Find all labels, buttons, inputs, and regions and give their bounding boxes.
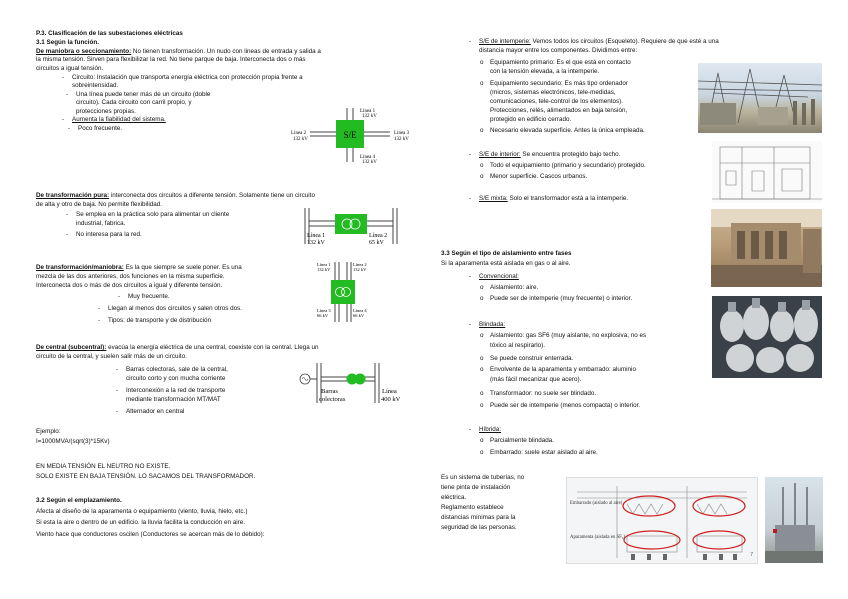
svg-text:Línea 4: Línea 4 [360, 155, 376, 160]
photo-mixta [711, 209, 822, 287]
bullet-linea-cont2: protecciones propias. [76, 108, 136, 115]
emplazamiento-2: Si esta la aire o dentro de un edificio. la lluvia facilita la conducción en aire. [36, 519, 245, 526]
interior-o2: o Menor superficie. Cascos urbanos. [490, 173, 587, 182]
transman-text-2: mezcla de las dos anteriores, dos funciones en la misma superficie. [36, 273, 225, 280]
tuberias-3: eléctrica. [441, 494, 467, 501]
svg-text:132 kV: 132 kV [317, 267, 331, 272]
bullet-muy-frecuente: - Muy frecuente. [128, 293, 170, 302]
central-text-2: circuito de la central, y suelen salir más de un circuito. [36, 353, 187, 360]
intemperie-secundario-d: Protecciones, relés, alimentados en baja tensión, [490, 107, 628, 114]
bullet-fiabilidad: - Aumenta la fiabilidad del sistema. [72, 116, 166, 125]
neutro-line-2: SOLO EXISTE EN BAJA TENSIÓN. LO SACAMOS DEL TRANSFORMADOR. [36, 473, 256, 480]
blindada-o1-cont: tóxico al respirarlo). [490, 342, 545, 349]
bullet-linea-cont: circuito). Cada circuito con carril propio, y [76, 99, 192, 106]
diagram-transformacion-maniobra [317, 260, 365, 324]
bullet-alternador: - Alternador en central [126, 408, 184, 417]
section-title: P.3. Clasificación de las subestaciones eléctricas [36, 30, 183, 37]
svg-text:Línea 1: Línea 1 [307, 233, 326, 239]
emplazamiento-1: Afecta al diseño de la aparamenta o equipamiento (viento, lluvia, hielo, etc.) [36, 508, 248, 515]
svg-text:Línea 3: Línea 3 [394, 131, 410, 136]
hibrida-o1: o Parcialmente blindada. [490, 437, 554, 446]
ejemplo-formula: I=1000MVA/(sqrt(3)*15Kv) [36, 438, 110, 445]
blindada-o2: o Se puede construir enterrada. [490, 355, 573, 364]
convencional-o1: o Aislamiento: aire. [490, 284, 538, 293]
se-label: S/E [343, 130, 357, 140]
svg-text:Línea 2: Línea 2 [353, 262, 367, 267]
svg-text:65 kV: 65 kV [369, 240, 384, 246]
bullet-cliente-cont: industrial, fabrica. [76, 220, 126, 227]
tuberias-6: seguridad de las personas. [441, 524, 517, 531]
bullet-interconexion-cont: mediante transformación MT/MAT [126, 396, 221, 403]
bullet-circuito-cont: sobreintensidad. [72, 82, 119, 89]
svg-text:132 kV: 132 kV [362, 160, 377, 165]
svg-text:Línea 3: Línea 3 [317, 308, 331, 313]
transpura-paragraph: De transformación pura: interconecta dos circuitos a diferente tensión. Solamente tiene un circuito [36, 192, 315, 199]
svg-text:132 kV: 132 kV [362, 114, 377, 119]
transman-paragraph: De transformación/maniobra: Es la que siempre se suele poner. Es una [36, 264, 242, 271]
svg-text:132 kV: 132 kV [394, 137, 409, 142]
interior-paragraph: - S/E de interior: Se encuentra protegido bajo techo. [479, 151, 620, 160]
bullet-linea: - Una línea puede tener más de un circuito (doble [76, 91, 210, 100]
figure-label-aparamenta: Aparamenta (aislada en SF₆) [570, 535, 626, 540]
svg-text:400 kV: 400 kV [381, 396, 401, 403]
intemperie-secundario-c: comunicaciones, tele-control de los elementos). [490, 98, 624, 105]
intemperie-paragraph: - S/E de intemperie: Vemos todos los circuitos (Esqueleto). Requiere de que esté a una [479, 38, 719, 47]
subsection-3-1: 3.1 Según la función. [36, 39, 99, 46]
blindada-o3-cont: (más fácil mecanizar que acero). [490, 376, 582, 383]
maniobra-text-3: circuitos a igual tensión. [36, 65, 104, 72]
blindada-head: - Blindada: [479, 321, 505, 330]
subsection-3-3: 3.3 Según el tipo de aislamiento entre fases [441, 250, 572, 257]
svg-text:Línea 1: Línea 1 [360, 109, 376, 114]
svg-text:132 kV: 132 kV [293, 137, 308, 142]
neutro-line-1: EN MEDIA TENSIÓN EL NEUTRO NO EXISTE. [36, 463, 171, 470]
svg-text:Línea 2: Línea 2 [369, 233, 388, 239]
tuberias-5: distancias mínimas para la [441, 514, 516, 521]
bullet-cliente: - Se emplea en la práctica solo para alimentar un cliente [76, 211, 229, 220]
bullet-circuito: - Circuito: Instalación que transporta energía eléctrica con protección propia frente a [72, 74, 303, 83]
subsection-3-3-desc: Si la aparamenta está aislada en gas o al aire. [441, 260, 571, 267]
blindada-o4: o Transformador: no suele ser blindado. [490, 390, 596, 399]
intemperie-secundario: o Equipamiento secundario: Es más tipo ordenador [490, 80, 628, 89]
svg-text:Barras: Barras [321, 388, 338, 395]
diagram-maniobra [290, 104, 410, 168]
svg-text:132 kV: 132 kV [353, 267, 367, 272]
figure-page-number: 7 [750, 552, 753, 559]
tuberias-2: tiene pinta de instalación [441, 484, 511, 491]
interior-o1: o Todo el equipamiento (primario y secundario) protegido. [490, 162, 646, 171]
intemperie-primario-cont: con la tensión elevada, a la intemperie. [490, 68, 600, 75]
hibrida-head: - Híbrida: [479, 426, 501, 435]
svg-text:Línea: Línea [382, 388, 397, 395]
photo-hibrida [765, 477, 823, 563]
figure-label-embarrado: Embarrado (aislado al aire) [570, 501, 623, 506]
svg-text:colectoras: colectoras [319, 396, 346, 403]
photo-intemperie [698, 63, 822, 133]
bullet-barras-cont: circuito corto y con mucha corriente [126, 375, 226, 382]
bullet-no-interesa: - No interesa para la red. [76, 231, 142, 240]
ejemplo-label: Ejemplo: [36, 428, 61, 435]
svg-text:Línea 1: Línea 1 [317, 262, 331, 267]
central-paragraph: De central (subcentral): evacúa la energía eléctrica de una central, coexiste con la central. Llega un [36, 344, 319, 351]
bullet-poco-frecuente: - Poco frecuente. [78, 125, 122, 134]
maniobra-text-2: la misma tensión. Sirven para flexibilizar la red. No tiene parque de baja. Interconecta dos o más [36, 56, 306, 63]
photo-blindada [712, 296, 822, 378]
svg-text:66 kV: 66 kV [317, 313, 329, 318]
diagram-central [295, 361, 407, 405]
intemperie-text-2: distancia mayor entre los componentes. Dividimos entre: [479, 47, 638, 54]
bullet-tipos: - Tipos: de transporte y de distribución [108, 317, 211, 326]
photo-interior-sketch [712, 141, 822, 203]
emplazamiento-3: Viento hace que conductores oscilen (Conductores se acercan más de lo debido): [36, 531, 265, 538]
svg-text:132 kV: 132 kV [307, 240, 325, 246]
hibrida-o2: o Embarrado: suele estar aislado al aire. [490, 449, 598, 458]
bullet-llegan: - Llegan al menos dos circuitos y salen otros dos. [108, 305, 242, 314]
convencional-head: - Convencional: [479, 273, 519, 282]
tuberias-4: Reglamento establece [441, 504, 504, 511]
intemperie-superficie: o Necesario elevada superficie. Antes la única empleada. [490, 127, 645, 136]
transpura-text-2: de alta y otro de baja. No permite flexibilidad. [36, 201, 163, 208]
diagram-transformacion-pura [303, 206, 399, 246]
maniobra-paragraph: De maniobra o seccionamiento: No tienen transformación. Un nudo con lineas de entrada y salida a [36, 48, 321, 55]
intemperie-secundario-b: (micros, sistemas electrónicos, tele-medidas, [490, 89, 616, 96]
blindada-o1: o Aislamiento: gas SF6 (muy aislante, no explosiva, no es [490, 332, 646, 341]
subsection-3-2: 3.2 Según el emplazamiento. [36, 497, 122, 504]
svg-text:Línea 2: Línea 2 [291, 131, 307, 136]
intemperie-secundario-e: protegido en edificio cerrado. [490, 116, 572, 123]
tuberias-1: Es un sistema de tuberías, no [441, 474, 525, 481]
svg-text:Línea 4: Línea 4 [353, 308, 367, 313]
blindada-o5: o Puede ser de intemperie (menos compacta) o interior. [490, 402, 640, 411]
transman-text-3: Interconecta dos o más de dos circuitos a igual y diferente tensión. [36, 282, 223, 289]
convencional-o2: o Puede ser de intemperie (muy frecuente) o interior. [490, 295, 632, 304]
figure-hibrida [566, 477, 758, 564]
intemperie-primario: o Equipamiento primario: Es el que está en contacto [490, 59, 631, 68]
mixta-paragraph: - S/E mixta: Solo el transformador está a la intemperie. [479, 195, 628, 204]
bullet-barras: - Barras colectoras, sale de la central, [126, 366, 228, 375]
bullet-interconexion: - Interconexión a la red de transporte [126, 387, 225, 396]
blindada-o3: o Envolvente de la aparamenta y embarrado: aluminio [490, 366, 636, 375]
svg-text:66 kV: 66 kV [353, 313, 365, 318]
